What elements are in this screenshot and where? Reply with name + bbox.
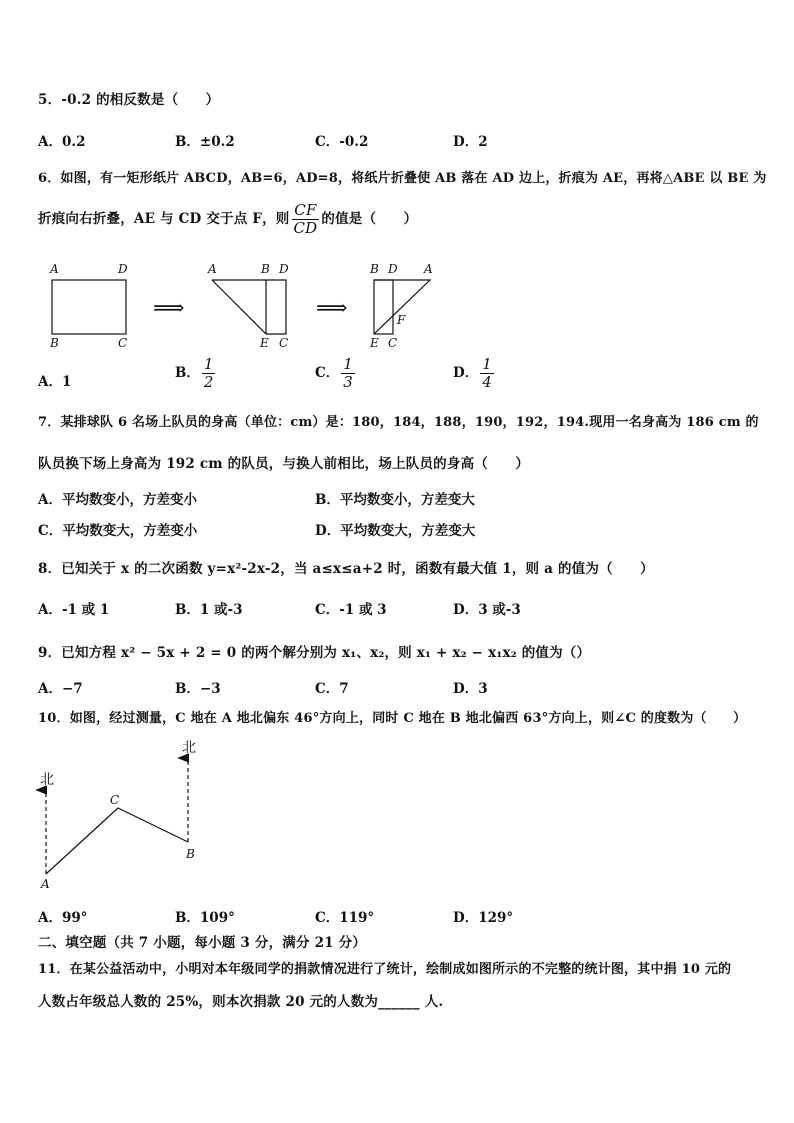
q6-stem-line1: 6．如图，有一矩形纸片 ABCD，AB=6，AD=8，将纸片折叠使 AB 落在 AD 边上，折痕为 AE，再将△ABE 以 BE 为 [38, 171, 767, 186]
label-b: B [370, 262, 379, 276]
q9-option-b: B．−3 [175, 681, 221, 697]
q5-option-a: A．0.2 [38, 134, 86, 150]
point-label-b: B [186, 847, 195, 861]
q7-stem-line1: 7．某排球队 6 名场上队员的身高（单位：cm）是：180，184，188，190，192，194.现用一名身高为 186 cm 的 [38, 415, 759, 430]
q5-option-c: C．-0.2 [315, 134, 369, 150]
label-d: D [118, 262, 128, 276]
q6-figure-rectangle [40, 258, 140, 350]
label-a: A [50, 262, 59, 276]
label-b: B [261, 262, 270, 276]
north-label-a: 北 [40, 772, 54, 788]
label-e: E [370, 336, 379, 350]
q9-option-c: C．7 [315, 681, 349, 697]
q6-fraction-den: CD [293, 219, 318, 237]
q5-option-d: D．2 [453, 134, 488, 150]
q6-option-b-prefix: B． [175, 365, 200, 381]
q6-option-c [315, 356, 357, 391]
q10-figure-directions [30, 738, 220, 894]
north-label-b: 北 [182, 740, 196, 756]
q6-option-d-prefix: D． [453, 365, 479, 381]
q8-option-a: A．-1 或 1 [38, 602, 110, 618]
q8-stem: 8．已知关于 x 的二次函数 y=x²-2x-2，当 a≤x≤a+2 时，函数有最大值 1，则 a 的值为（ ） [38, 561, 654, 577]
q6-figure-first-fold [200, 258, 300, 350]
label-d: D [388, 262, 398, 276]
point-label-c: C [110, 793, 120, 807]
q10-stem: 10．如图，经过测量，C 地在 A 地北偏东 46°方向上，同时 C 地在 B 地北偏西 63°方向上，则∠C 的度数为（ ） [38, 711, 747, 726]
q6-option-a: A．1 [38, 374, 72, 390]
q6-option-c-fraction [341, 356, 355, 391]
path-a-c-b [46, 808, 188, 874]
q5-option-b: B．±0.2 [175, 134, 235, 150]
q6-option-d-fraction [480, 356, 494, 391]
q6-stem-line2-pre: 折痕向右折叠，AE 与 CD 交于点 F，则 [38, 211, 290, 227]
q10-option-c: C．119° [315, 910, 375, 926]
q7-option-c: C．平均数变大，方差变小 [38, 523, 198, 539]
fraction-num: 1 [343, 355, 353, 373]
q9-option-a: A．−7 [38, 681, 83, 697]
fraction-num: 1 [482, 355, 492, 373]
fraction-den: 3 [343, 373, 353, 391]
label-c: C [279, 336, 289, 350]
q8-option-b: B．1 或-3 [175, 602, 243, 618]
q7-stem-line2: 队员换下场上身高为 192 cm 的队员，与换人前相比，场上队员的身高（ ） [38, 456, 530, 472]
q6-stem-line2 [38, 202, 417, 237]
rectangle-abcd [52, 280, 126, 334]
q6-option-d [453, 356, 496, 391]
arrow-icon: ⟹ [316, 296, 348, 321]
q5-stem: 5．-0.2 的相反数是（ ） [38, 92, 220, 108]
label-e: E [260, 336, 269, 350]
label-d: D [279, 262, 289, 276]
q9-option-d: D．3 [453, 681, 488, 697]
fraction-den: 2 [203, 373, 214, 391]
q6-fraction [292, 202, 320, 237]
fraction-den: 4 [482, 373, 492, 391]
q6-stem-line2-post: 的值是（ ） [321, 211, 418, 227]
q6-fraction-num: CF [294, 201, 317, 219]
q8-option-c: C．-1 或 3 [315, 602, 387, 618]
fraction-num: 1 [203, 355, 214, 373]
arrow-icon: ⟹ [153, 296, 185, 321]
q6-figure-second-fold [362, 258, 442, 350]
q7-option-b: B．平均数变小，方差变大 [315, 492, 475, 508]
label-c: C [118, 336, 128, 350]
q6-option-b-fraction [202, 356, 216, 391]
q6-option-c-prefix: C． [315, 365, 340, 381]
q10-option-d: D．129° [453, 910, 514, 926]
q10-option-b: B．109° [175, 910, 235, 926]
q6-option-b [175, 356, 217, 391]
q10-option-a: A．99° [38, 910, 88, 926]
label-b: B [50, 336, 59, 350]
point-label-a: A [41, 877, 50, 891]
section-heading: 二、填空题（共 7 小题，每小题 3 分，满分 21 分） [38, 935, 367, 951]
label-c: C [388, 336, 398, 350]
q7-option-d: D．平均数变大，方差变大 [315, 523, 476, 539]
q11-line2: 人数占年级总人数的 25%，则本次捐款 20 元的人数为______ 人. [38, 994, 444, 1010]
label-f: F [397, 313, 406, 327]
label-a: A [424, 262, 433, 276]
q9-stem: 9．已知方程 x² − 5x + 2 = 0 的两个解分别为 x₁、x₂，则 x₁ + x₂ − x₁x₂ 的值为（） [38, 645, 591, 661]
q8-option-d: D．3 或-3 [453, 602, 521, 618]
label-a: A [208, 262, 217, 276]
q7-option-a: A．平均数变小，方差变小 [38, 492, 197, 508]
q11-line1: 11．在某公益活动中，小明对本年级同学的捐款情况进行了统计，绘制成如图所示的不完整的统计图，其中捐 10 元的 [38, 962, 732, 977]
